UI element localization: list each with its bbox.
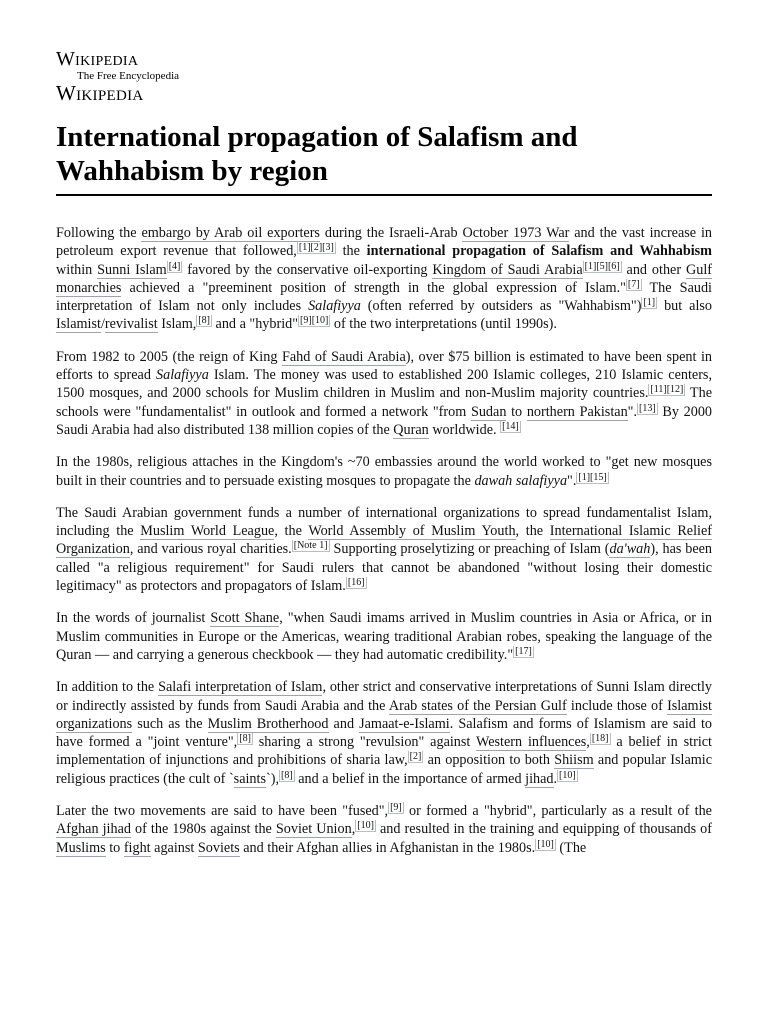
wiki-link[interactable]: Scott Shane	[210, 610, 280, 627]
paragraph-text: and	[328, 715, 360, 732]
paragraph-text: within	[56, 261, 98, 278]
paragraph-text: Islam,	[157, 316, 197, 333]
citation-ref[interactable]	[355, 820, 376, 832]
citation-link[interactable]: [4]	[168, 260, 181, 272]
wiki-link[interactable]: World Assembly of Muslim Youth	[308, 523, 516, 540]
citation-link[interactable]: [10]	[559, 769, 576, 781]
wiki-link[interactable]: Islamist	[56, 316, 101, 333]
italic-term: Salafiyya	[156, 367, 209, 384]
citation-link[interactable]: [1][2][3]	[298, 242, 334, 254]
citation-link[interactable]: [Note 1]	[293, 540, 328, 552]
wiki-link[interactable]: organizations	[56, 715, 133, 732]
wiki-link[interactable]: Kingdom of Saudi Arabia	[432, 261, 583, 278]
citation-link[interactable]: [11][12]	[650, 384, 684, 396]
paragraph-text: ".	[567, 472, 577, 489]
citation-link[interactable]: [8]	[239, 733, 251, 745]
paragraph-text: (often referred by outsiders as "Wahhabism")	[360, 298, 642, 315]
paragraph-text: and popular Islamic religious practices (the cult of `	[56, 752, 713, 787]
wiki-link[interactable]: Soviets	[197, 839, 240, 856]
paragraph-text: to	[506, 403, 527, 420]
citation-ref[interactable]	[500, 421, 521, 433]
citation-link[interactable]: [9]	[390, 802, 402, 814]
citation-link[interactable]: [9][10]	[300, 315, 329, 327]
wiki-link[interactable]: Sunni Islam	[97, 261, 167, 278]
citation-ref[interactable]	[388, 802, 404, 814]
paragraph-text: include those of	[566, 697, 668, 714]
citation-ref[interactable]	[279, 770, 295, 782]
paragraph-text: and a belief in the importance of armed	[294, 770, 526, 787]
citation-link[interactable]: [13]	[639, 402, 656, 414]
paragraph-text: against	[150, 839, 198, 856]
logo-wordmark-bottom: Wikipedia	[56, 81, 144, 105]
wiki-link[interactable]: Western influences	[475, 734, 587, 751]
logo-tagline: The Free Encyclopedia	[77, 70, 180, 82]
citation-ref[interactable]	[648, 384, 685, 396]
citation-link[interactable]: [18]	[591, 733, 609, 745]
article-paragraph	[56, 224, 712, 334]
paragraph-text: and resulted in the training and equipping of thousands of	[375, 821, 713, 838]
citation-link[interactable]: [7]	[627, 278, 640, 290]
paragraph-text: during the Israeli-Arab	[319, 225, 463, 241]
paragraph-text: the	[335, 243, 367, 260]
wiki-link[interactable]: Afghan jihad	[56, 821, 131, 838]
wiki-link[interactable]: Muslim World League	[140, 523, 275, 540]
paragraph-text: such as the	[132, 715, 208, 732]
citation-ref[interactable]	[637, 403, 658, 415]
paragraph-text: and their Afghan allies in Afghanistan in the 1980s.	[239, 839, 536, 856]
paragraph-text: , other strict and conservative interpretations of Sunni Islam directly or indirectly assisted by funds from Saudi Arabia and the	[56, 679, 713, 714]
wiki-link[interactable]: northern Pakistan	[526, 403, 628, 420]
paragraph-text: to	[105, 839, 124, 856]
paragraph-text: ), has been called "a religious requirement" for Saudi rulers that cannot be abandoned "without losing their domestic legitimacy" as protectors and propagators of Islam.	[56, 541, 713, 595]
paragraph-text: In the words of journalist	[56, 610, 211, 627]
citation-ref[interactable]	[196, 315, 212, 327]
citation-ref[interactable]	[576, 472, 608, 484]
paragraph-text: Supporting proselytizing or preaching of Islam (	[329, 541, 610, 558]
wiki-link[interactable]: Shiism	[554, 752, 594, 769]
wiki-link[interactable]: International Islamic Relief Organization	[56, 523, 713, 558]
paragraph-text: ,	[351, 821, 356, 838]
citation-link[interactable]: [1][15]	[578, 471, 607, 483]
article-paragraph	[56, 453, 712, 490]
citation-link[interactable]: [17]	[515, 645, 532, 657]
bold-term: international propagation of Salafism and Wahhabism	[366, 243, 712, 260]
citation-ref[interactable]	[513, 646, 534, 658]
paragraph-text: worldwide.	[428, 421, 501, 438]
citation-ref[interactable]	[297, 242, 336, 254]
paragraph-text: an opposition to both	[423, 752, 555, 769]
wiki-link[interactable]: Arab states of the Persian Gulf	[388, 697, 567, 714]
citation-ref[interactable]	[292, 540, 330, 552]
wiki-link[interactable]: Gulf monarchies	[56, 261, 712, 296]
article-paragraph	[56, 609, 712, 664]
paragraph-text: ".	[627, 403, 638, 420]
article-paragraph	[56, 348, 712, 439]
paragraph-text: and a "hybrid"	[211, 316, 299, 333]
citation-link[interactable]: [1][5][6]	[584, 260, 620, 272]
article-paragraph	[56, 678, 712, 788]
paragraph-text: In the 1980s, religious attaches in the Kingdom's ~70 embassies around the world worked to "get new mosques built in their countries and to persuade existing mosques to propagate the	[56, 454, 712, 489]
paragraph-text: The Saudi Arabian government funds a number of international organizations to spread fundamentalist Islam, including the	[56, 504, 712, 540]
article-body	[56, 224, 712, 871]
citation-ref[interactable]	[583, 261, 622, 273]
citation-link[interactable]: [2]	[409, 751, 422, 763]
citation-ref[interactable]	[626, 279, 642, 291]
citation-ref[interactable]	[298, 315, 330, 327]
paragraph-text: From 1982 to 2005 (the reign of King	[56, 348, 282, 365]
wiki-link[interactable]: revivalist	[104, 316, 158, 333]
paragraph-text: , and various royal charities.	[129, 541, 292, 558]
paragraph-text: (The	[555, 839, 587, 856]
italic-term: dawah salafiyya	[474, 472, 568, 489]
citation-link[interactable]: [14]	[502, 420, 519, 432]
logo-wordmark-top: Wikipedia	[56, 48, 139, 70]
citation-ref[interactable]	[590, 733, 611, 745]
paragraph-text: but also	[657, 298, 712, 315]
paragraph-text: and the vast increase in petroleum export revenue that followed,	[56, 225, 713, 260]
wiki-link[interactable]: Islamist	[667, 697, 712, 714]
article-paragraph	[56, 504, 712, 595]
article-paragraph	[56, 802, 712, 857]
paragraph-text: The schools were "fundamentalist" in outlook and formed a network "from	[56, 385, 712, 420]
paragraph-text: sharing a strong "revulsion" against	[252, 734, 476, 751]
wiki-link[interactable]: saints	[233, 770, 266, 787]
wiki-link[interactable]: Muslims	[56, 839, 106, 856]
citation-ref[interactable]	[237, 733, 253, 745]
wiki-link[interactable]: fight	[123, 839, 151, 856]
paragraph-text: of the two interpretations (until 1990s).	[330, 316, 557, 333]
wiki-link[interactable]: Salafi interpretation of Islam	[158, 679, 323, 696]
citation-ref[interactable]	[408, 751, 424, 763]
paragraph-text: , the	[274, 523, 309, 540]
paragraph-text: and other	[621, 261, 686, 278]
wiki-link[interactable]: da'wah	[609, 541, 651, 558]
wikipedia-logo[interactable]	[56, 48, 216, 104]
wiki-link[interactable]: Muslim Brotherhood	[207, 715, 329, 732]
citation-link[interactable]: [10]	[357, 820, 374, 832]
paragraph-text: . Salafism and forms of Islamism are said to have formed a "joint venture",	[56, 715, 712, 751]
citation-link[interactable]: [10]	[537, 838, 554, 850]
citation-ref[interactable]	[641, 297, 657, 309]
paragraph-text: a belief in strict implementation of injunctions and prohibitions of sharia law,	[56, 734, 712, 769]
citation-link[interactable]: [8]	[198, 315, 210, 327]
paragraph-text: Islam. The money was used to established 200 Islamic colleges, 210 Islamic centers, 1500 mosques, and 2000 schools for Muslim children in Muslim and non-Muslim majority countries.	[56, 367, 712, 402]
paragraph-text: or formed a "hybrid", particularly as a result of the	[403, 803, 712, 820]
citation-ref[interactable]	[557, 770, 578, 782]
wiki-link[interactable]: jihad	[525, 770, 554, 787]
wiki-link[interactable]: Soviet Union	[275, 821, 352, 838]
wiki-link[interactable]: October 1973 War	[462, 225, 570, 241]
paragraph-text: The Saudi interpretation of Islam not only includes	[56, 279, 713, 315]
paragraph-text: , "when Saudi imams arrived in Muslim countries in Asia or Africa, or in Muslim communities in Europe or the Americas, wearing traditional Arabian robes, speaking the language of the Quran — and carrying a generous checkbook — they had automatic credibility."	[56, 610, 712, 663]
wiki-link[interactable]: Fahd of Saudi Arabia	[281, 348, 406, 365]
paragraph-text: favored by the conservative oil-exporting	[182, 261, 433, 278]
wiki-link[interactable]: embargo by Arab oil exporters	[141, 225, 320, 241]
paragraph-text: .	[553, 770, 558, 787]
paragraph-text: ,	[586, 734, 590, 751]
citation-link[interactable]: [1]	[643, 297, 656, 309]
wiki-link[interactable]: Sudan	[470, 403, 507, 420]
paragraph-text: /	[100, 316, 105, 333]
paragraph-text: `),	[266, 770, 279, 787]
paragraph-text: Later the two movements are said to have been "fused",	[56, 803, 389, 820]
citation-link[interactable]: [16]	[347, 577, 365, 589]
wiki-link[interactable]: Jamaat-e-Islami	[359, 715, 450, 732]
citation-link[interactable]: [8]	[281, 769, 293, 781]
paragraph-text: Following the	[56, 225, 142, 241]
paragraph-text: , the	[515, 523, 550, 540]
paragraph-text: In addition to the	[56, 679, 159, 696]
paragraph-text: By 2000 Saudi Arabia had also distributed 138 million copies of the	[56, 403, 713, 438]
italic-term: Salafiyya	[308, 298, 361, 315]
paragraph-text: of the 1980s against the	[130, 821, 276, 838]
paragraph-text: ), over $75 billion is estimated to have been spent in efforts to spread	[56, 348, 712, 384]
paragraph-text: achieved a "preeminent position of strength in the global expression of Islam."	[121, 279, 626, 296]
page-title: International propagation of Salafism and Wahhabism by region	[56, 120, 712, 196]
wiki-link[interactable]: Quran	[393, 421, 429, 438]
citation-ref[interactable]	[346, 577, 367, 589]
citation-ref[interactable]	[167, 261, 183, 273]
citation-ref[interactable]	[535, 839, 556, 851]
